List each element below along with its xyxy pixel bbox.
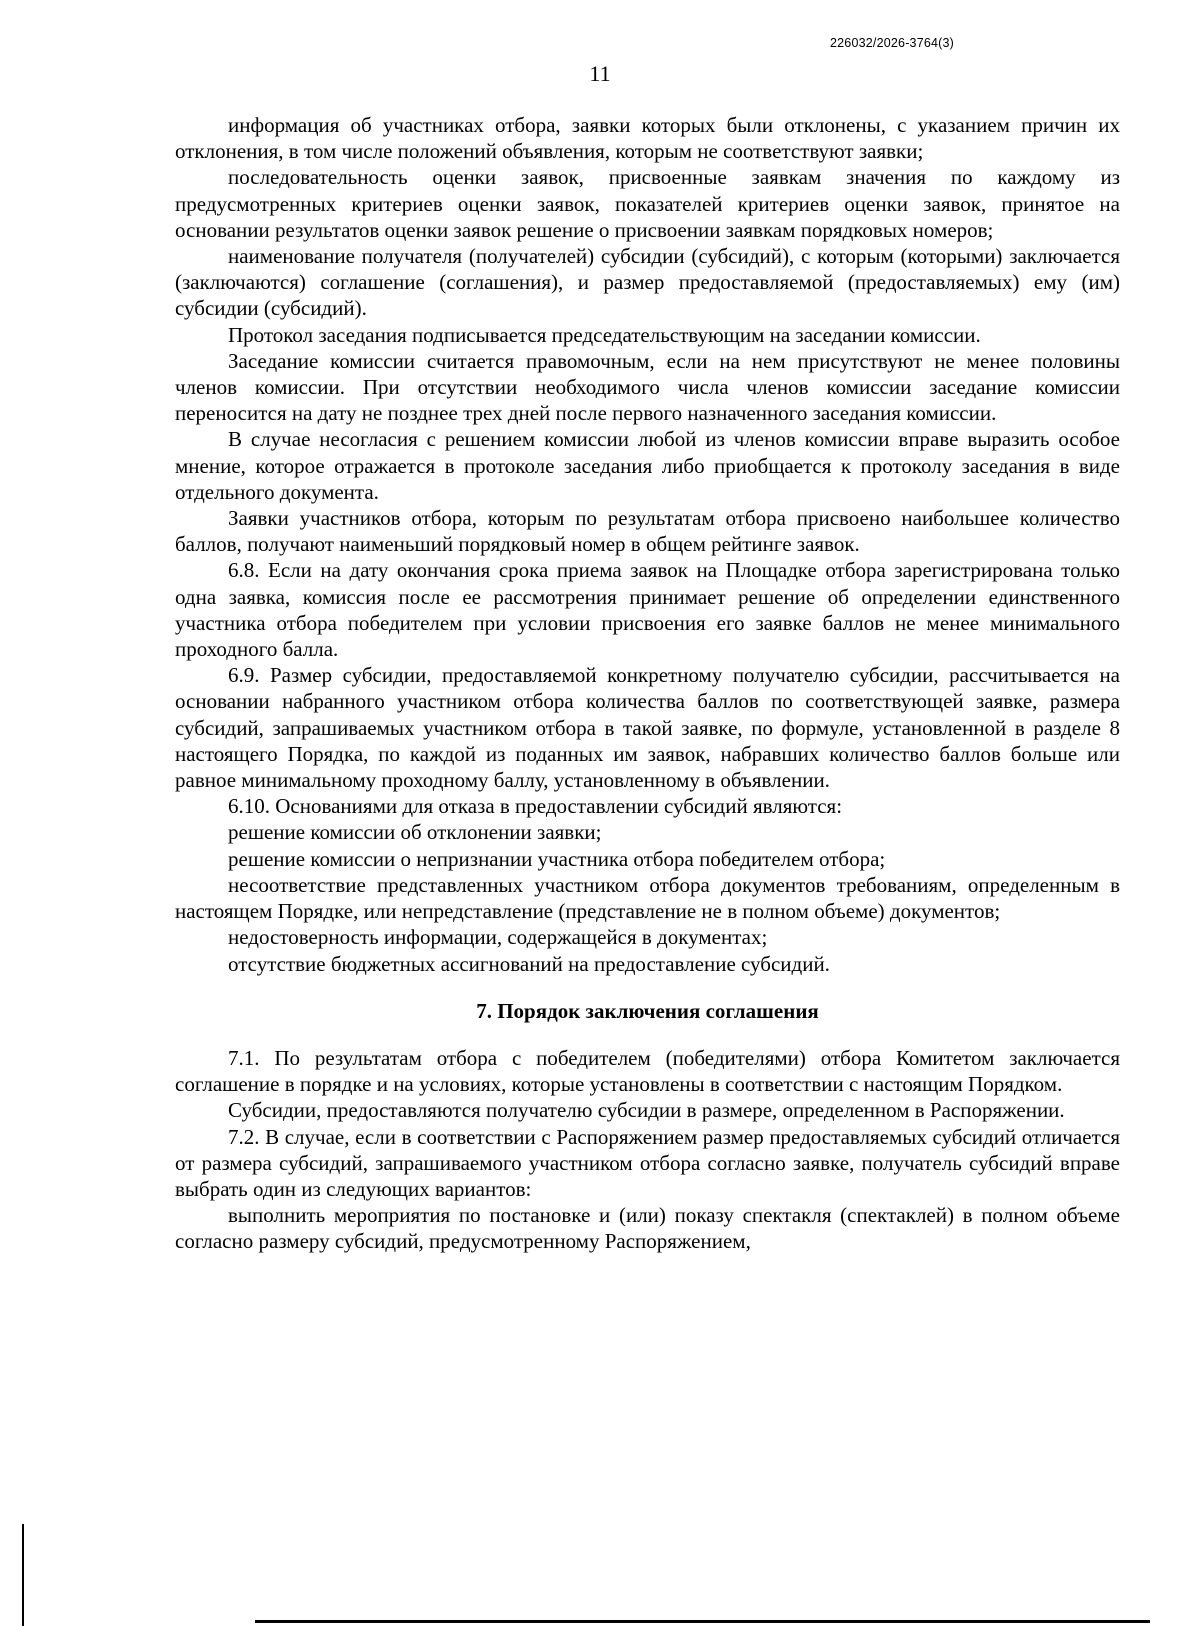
paragraph: Заседание комиссии считается правомочным, если на нем присутствуют не менее половины членов комиссии. При отсутствии необходимого числа членов комиссии заседание комиссии переносится на дату не позднее трех дней после первого назначенного заседания комиссии. xyxy=(175,348,1120,426)
document-body xyxy=(175,112,1120,1255)
scan-bottom-rule xyxy=(255,1620,1150,1623)
paragraph-clause-6-9: 6.9. Размер субсидии, предоставляемой конкретному получателю субсидии, рассчитывается на основании набранного участником отбора количества баллов по соответствующей заявке, размера субсидий, запрашиваемых участником отбора в такой заявке, по формуле, установленной в разделе 8 настоящего Порядка, по каждой из поданных им заявок, набравших количество баллов больше или равное минимальному проходному баллу, установленному в объявлении. xyxy=(175,663,1120,793)
list-item: несоответствие представленных участником отбора документов требованиям, определенным в настоящем Порядке, или непредставление (представление не в полном объеме) документов; xyxy=(175,872,1120,924)
paragraph: информация об участниках отбора, заявки которых были отклонены, с указанием причин их отклонения, в том числе положений объявления, которым не соответствуют заявки; xyxy=(175,113,1120,164)
page-number: 11 xyxy=(589,61,611,86)
list-item: решение комиссии об отклонении заявки; xyxy=(228,820,602,845)
paragraph-clause-7-2: 7.2. В случае, если в соответствии с Распоряжением размер предоставляемых субсидий отличается от размера субсидий, запрашиваемого участником отбора согласно заявке, получатель субсидий вправе выбрать один из следующих вариантов: xyxy=(175,1124,1120,1201)
scan-edge-mark xyxy=(22,1524,24,1626)
paragraph: последовательность оценки заявок, присвоенные заявкам значения по каждому из предусмотренных критериев оценки заявок, показателей критериев оценки заявок, принятое на основании результатов оценки заявок решение о присвоении заявкам порядковых номеров; xyxy=(175,165,1120,242)
paragraph: Субсидии, предоставляются получателю субсидии в размере, определенном в Распоряжении. xyxy=(228,1098,1065,1123)
paragraph-clause-7-1: 7.1. По результатам отбора с победителем (победителями) отбора Комитетом заключается соглашение в порядке и на условиях, которые установлены в соответствии с настоящим Порядком. xyxy=(175,1045,1120,1097)
section-heading: 7. Порядок заключения соглашения xyxy=(476,998,819,1023)
paragraph: Протокол заседания подписывается председательствующим на заседании комиссии. xyxy=(228,322,981,347)
paragraph: выполнить мероприятия по постановке и (или) показу спектакля (спектаклей) в полном объеме согласно размеру субсидий, предусмотренному Распоряжением, xyxy=(175,1203,1120,1254)
paragraph: наименование получателя (получателей) субсидии (субсидий), с которым (которыми) заключается (заключаются) соглашение (соглашения), и размер предоставляемой (предоставляемых) ему (им) субсидии (субсидий). xyxy=(175,244,1120,321)
paragraph: В случае несогласия с решением комиссии любой из членов комиссии вправе выразить особое мнение, которое отражается в протоколе заседания либо приобщается к протоколу заседания в виде отдельного документа. xyxy=(175,427,1120,504)
paragraph-clause-6-10: 6.10. Основаниями для отказа в предоставлении субсидий являются: xyxy=(228,794,843,819)
paragraph: Заявки участников отбора, которым по результатам отбора присвоено наибольшее количество баллов, получают наименьший порядковый номер в общем рейтинге заявок. xyxy=(175,506,1120,557)
list-item: отсутствие бюджетных ассигнований на предоставление субсидий. xyxy=(228,951,830,976)
list-item: решение комиссии о непризнании участника отбора победителем отбора; xyxy=(228,846,886,871)
list-item: недостоверность информации, содержащейся в документах; xyxy=(228,925,768,950)
paragraph-clause-6-8: 6.8. Если на дату окончания срока приема заявок на Площадке отбора зарегистрирована только одна заявка, комиссия после ее рассмотрения принимает решение об определении единственного участника отбора победителем при условии присвоения его заявке баллов не менее минимального проходного балла. xyxy=(175,558,1120,662)
document-registration-code: 226032/2026-3764(3) xyxy=(830,36,955,50)
